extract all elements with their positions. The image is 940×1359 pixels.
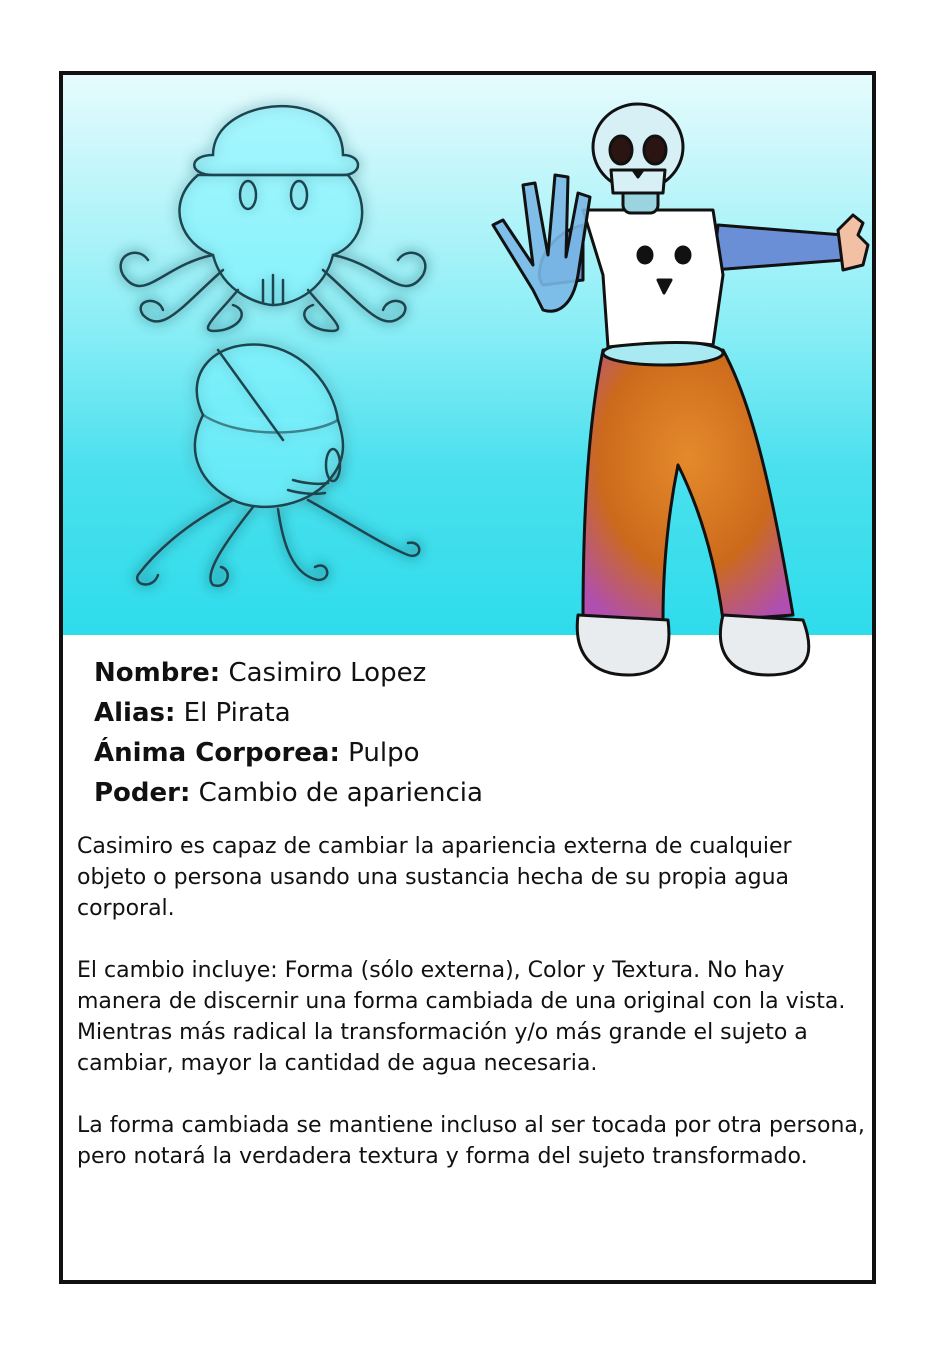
skull-character-illustration xyxy=(493,104,868,675)
power-row xyxy=(94,773,483,813)
alias-label: Alias: xyxy=(94,698,176,728)
anima-label: Ánima Corporea: xyxy=(94,738,340,768)
character-stats xyxy=(94,653,483,813)
octopus-front-sketch xyxy=(121,106,426,331)
anima-row xyxy=(94,733,483,773)
alias-row xyxy=(94,693,483,733)
alias-value: El Pirata xyxy=(183,698,291,728)
power-description xyxy=(77,831,867,1203)
power-label: Poder: xyxy=(94,778,191,808)
power-value: Cambio de apariencia xyxy=(198,778,483,808)
anima-value: Pulpo xyxy=(348,738,420,768)
character-card xyxy=(59,71,876,1284)
description-paragraph: La forma cambiada se mantiene incluso al ser tocada por otra persona, pero notará la verdadera textura y forma del sujeto transformado. xyxy=(77,1113,865,1169)
name-value: Casimiro Lopez xyxy=(228,658,427,688)
name-label: Nombre: xyxy=(94,658,221,688)
description-paragraph: El cambio incluye: Forma (sólo externa), Color y Textura. No hay manera de discernir una forma cambiada de una original con la vista. Mientras más radical la transformación y/o más grande el sujeto a cambiar, mayor la cantidad de agua necesaria. xyxy=(77,958,846,1076)
name-row xyxy=(94,653,483,693)
octopus-side-sketch xyxy=(137,345,419,586)
description-paragraph: Casimiro es capaz de cambiar la apariencia externa de cualquier objeto o persona usando una sustancia hecha de su propia agua corporal. xyxy=(77,834,792,921)
